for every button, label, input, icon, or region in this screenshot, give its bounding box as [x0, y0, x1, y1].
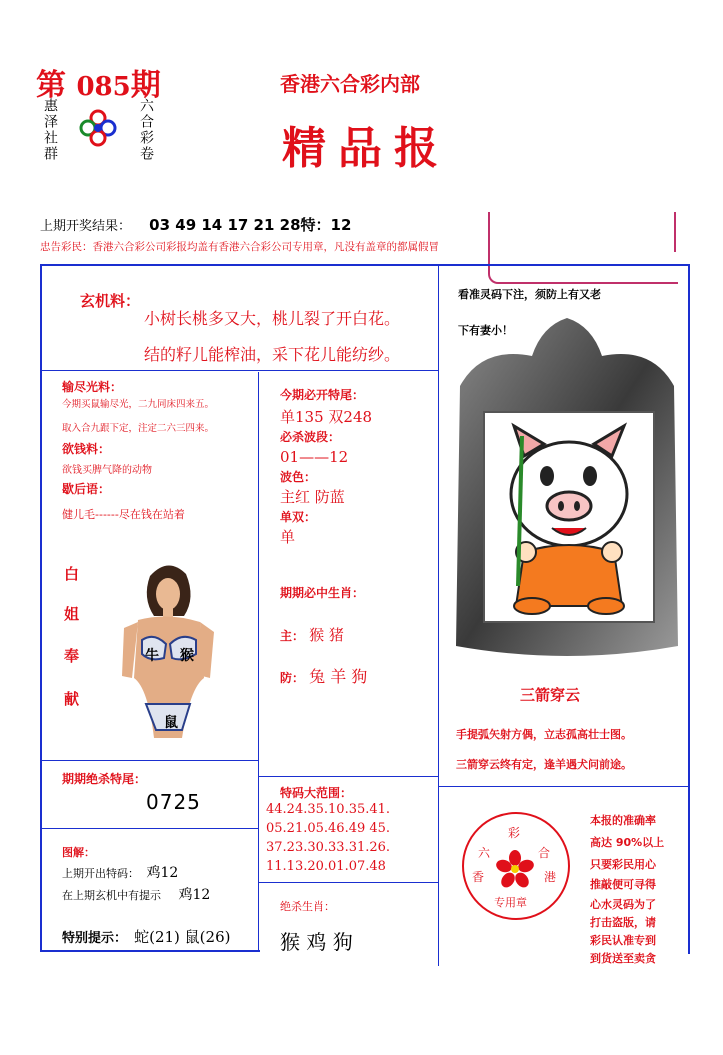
top-text-1: 看准灵码下注，须防上有又老 [458, 288, 601, 301]
range-row-2: 05.21.05.46.49 45. [266, 821, 391, 836]
special-line [62, 926, 230, 947]
color-value: 主红 防蓝 [280, 488, 345, 506]
wave-label: 必杀波段： [280, 430, 341, 444]
vertical-word-4: 献 [64, 690, 80, 708]
diagram-line-2 [62, 884, 210, 904]
main-title: 精品报 [282, 123, 450, 174]
win-line-1: 今期买鼠输尽光，二九同床四来五。 [62, 399, 215, 410]
lottery-logo-icon [78, 108, 118, 148]
color-label: 波色： [280, 470, 317, 484]
accuracy-line-1: 本报的准确率 [590, 814, 656, 827]
left-vertical-2: 社群 [42, 130, 58, 162]
mid-sep-1 [258, 776, 438, 777]
kill-tail-value: 0725 [146, 790, 201, 814]
main-line [280, 624, 344, 645]
right-sep-1 [438, 786, 688, 787]
results-notice: 忠告彩民：香港六合彩公司彩报均盖有香港六合彩公司专用章，凡没有盖章的都属假冒 [40, 241, 439, 253]
seal-right-1: 合 [538, 846, 551, 860]
wave-value: 01——12 [280, 448, 349, 466]
poem-line-1: 手提弧矢射方偶，立志孤高壮士图。 [456, 728, 632, 741]
frame-right [688, 264, 690, 954]
photo-tag-1: 牛 [145, 648, 159, 664]
results-label: 上期开奖结果： [40, 219, 132, 234]
poem-line-2: 三箭穿云终有定，逢羊遇犬问前途。 [456, 758, 632, 771]
top-text-2: 下有妻小！ [458, 324, 513, 337]
seal-top: 彩 [508, 826, 521, 840]
left-sep-2 [40, 828, 258, 829]
right-vertical-1: 六合 [138, 98, 154, 130]
accuracy-line-2: 高达 90%以上 [590, 836, 665, 849]
single-double-label: 单双： [280, 510, 317, 524]
pink-bracket [488, 212, 678, 284]
want-text: 欲钱买脾气降的动物 [62, 465, 152, 476]
issue-suffix: 期 [130, 68, 161, 103]
want-label: 欲钱料： [62, 442, 111, 456]
accuracy-line-4: 推敲便可寻得 [590, 878, 656, 891]
mid-sep-2 [258, 882, 438, 883]
results-numbers: 03 49 14 17 21 28特：12 [149, 216, 352, 234]
vertical-word-3: 奉 [64, 647, 80, 665]
post-text: 健儿毛------尽在钱在站着 [62, 508, 185, 521]
win-label: 输尽光料： [62, 380, 123, 394]
special-label: 特别提示： [62, 931, 128, 946]
accuracy-line-8: 到货送至卖贪 [590, 952, 656, 965]
accuracy-line-6: 打击盗版，请 [590, 916, 656, 929]
seal-bottom: 专用章 [494, 896, 527, 909]
riddle-line-1: 小树长桃多又大，桃儿裂了开白花。 [144, 309, 401, 328]
kill-zodiac-value: 猴 鸡 狗 [280, 930, 353, 954]
accuracy-line-7: 彩民认准专到 [590, 934, 656, 947]
poem-title: 三箭穿云 [520, 686, 581, 704]
diagram-line-1-label: 上期开出特码： [62, 867, 139, 880]
range-row-3: 37.23.30.33.31.26. [266, 840, 391, 855]
zodiac-label: 期期必中生肖： [280, 586, 365, 600]
photo-tag-3: 鼠 [164, 715, 178, 731]
riddle-line-2: 结的籽儿能榨油，采下花儿能纺纱。 [144, 345, 401, 364]
accuracy-line-3: 只要彩民用心 [590, 858, 656, 871]
single-double-value: 单 [280, 528, 296, 546]
frame-top [40, 264, 690, 266]
kill-zodiac-label: 绝杀生肖： [280, 900, 335, 913]
official-seal [462, 812, 570, 920]
riddle-bottom [40, 370, 438, 371]
vertical-word-2: 姐 [64, 605, 80, 623]
seal-left-1: 六 [478, 846, 491, 860]
diagram-line-2-value: 鸡12 [178, 887, 211, 903]
must-tail-value: 单135 双248 [280, 408, 373, 426]
frame-left [40, 264, 42, 950]
range-row-1: 44.24.35.10.35.41. [266, 802, 391, 817]
riddle-label: 玄机料： [80, 292, 141, 310]
diagram-line-1-value: 鸡12 [146, 865, 179, 881]
guard-value: 兔 羊 狗 [309, 667, 368, 686]
kill-tail-label: 期期绝杀特尾： [62, 772, 147, 786]
col-divider-1 [438, 266, 439, 966]
diagram-label: 图解： [62, 846, 95, 859]
accuracy-line-5: 心水灵码为了 [590, 898, 656, 911]
vertical-word-1: 白 [64, 565, 80, 583]
pink-tick [674, 212, 676, 252]
bauhinia-icon [496, 850, 534, 888]
col-divider-2 [258, 372, 259, 952]
photo-tag-2: 猴 [180, 648, 194, 664]
main-label: 主： [280, 629, 305, 643]
main-value: 猴 猪 [309, 626, 344, 644]
guard-label: 防： [280, 671, 305, 685]
left-sep-1 [40, 760, 258, 761]
diagram-line-1 [62, 862, 178, 882]
seal-left-2: 香 [472, 870, 485, 884]
diagram-line-2-label: 在上期玄机中有提示 [62, 889, 161, 902]
left-vertical-1: 惠泽 [42, 98, 58, 130]
seal-right-2: 港 [544, 870, 557, 884]
frame-bottom-left [40, 950, 260, 952]
must-tail-label: 今期必开特尾： [280, 388, 365, 402]
top-title: 香港六合彩内部 [280, 72, 420, 96]
right-vertical-2: 彩卷 [138, 130, 154, 162]
guard-line [280, 664, 367, 687]
post-label: 歇后语： [62, 482, 111, 496]
win-line-2: 取入合九跟下定，注定二六三四来。 [62, 423, 215, 434]
results-line [40, 214, 351, 235]
issue-prefix: 第 [36, 68, 66, 103]
range-row-4: 11.13.20.01.07.48 [266, 859, 386, 874]
special-value: 蛇(21) 鼠(26) [134, 928, 231, 946]
range-label: 特码大范围： [280, 786, 353, 800]
ornate-frame-picture [452, 316, 682, 666]
issue-number: 085 [76, 72, 131, 102]
